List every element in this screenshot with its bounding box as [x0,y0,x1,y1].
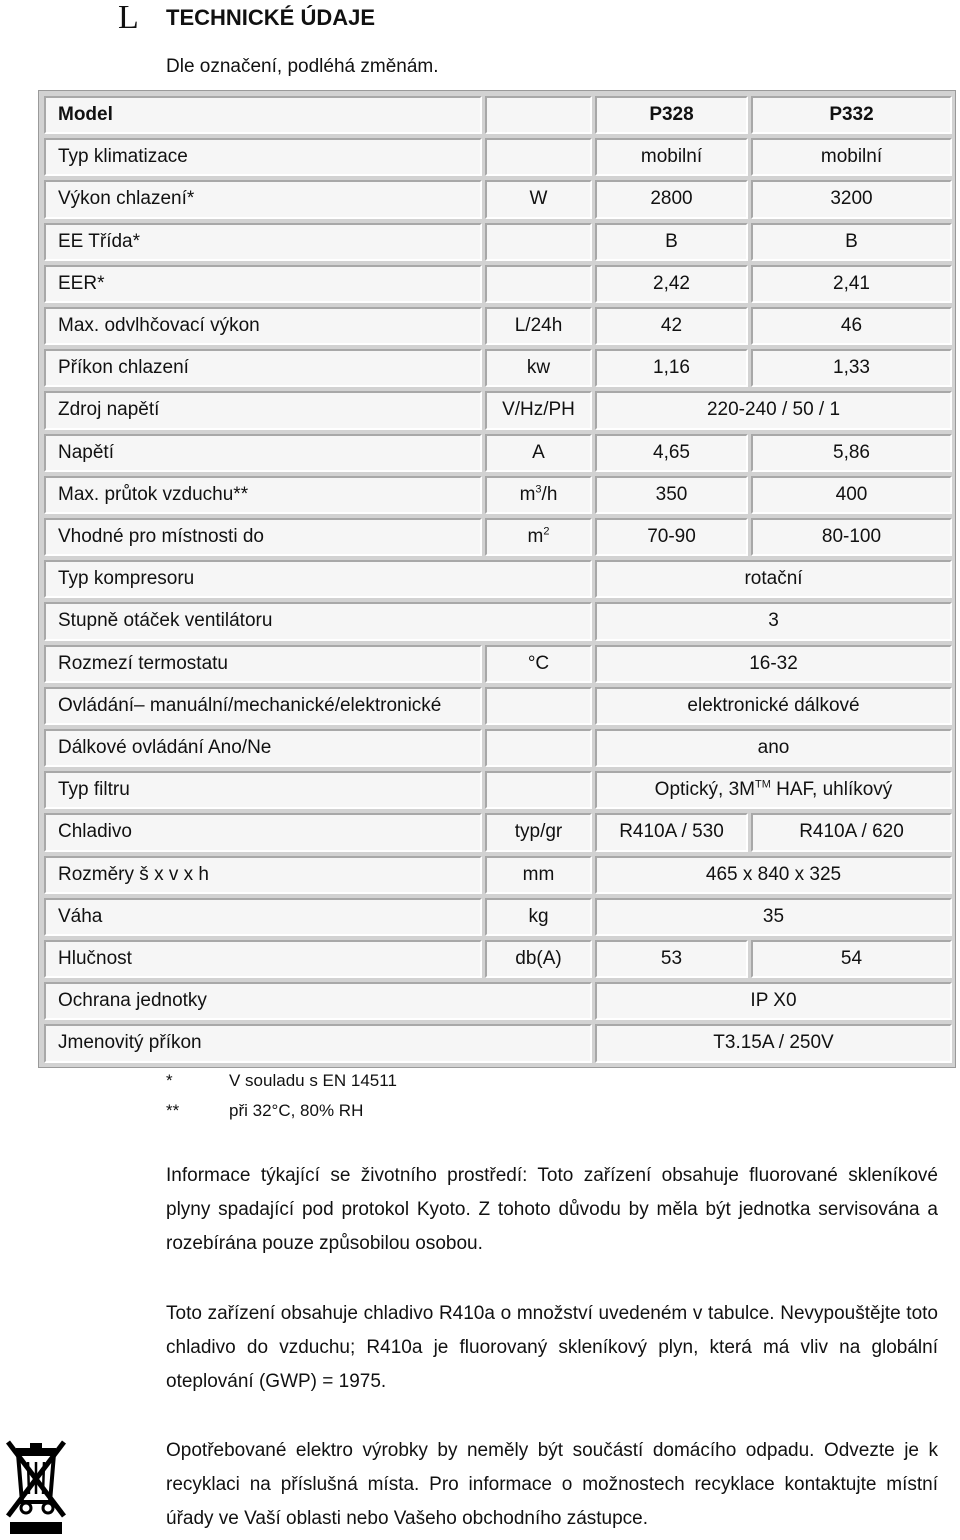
spec-label: Jmenovitý příkon [44,1024,592,1062]
spec-unit [485,223,592,261]
spec-label: Typ klimatizace [44,138,482,176]
spec-value-p332: mobilní [751,138,952,176]
spec-value: 3 [595,602,952,640]
spec-label: Max. odvlhčovací výkon [44,307,482,345]
spec-unit-text [528,526,550,548]
refrigerant-paragraph: Toto zařízení obsahuje chladivo R410a o množství uvedeném v tabulce. Nevypouštějte toto chladivo do vzduchu; R410a je fluorovaný skleníkový plyn, která má vliv na globální oteplování (GWP) = 1975. [166,1303,938,1392]
spec-label: Chladivo [44,813,482,851]
footnote-text-2: při 32°C, 80% RH [229,1101,364,1120]
spec-value: ano [595,729,952,767]
spec-label: Rozmezí termostatu [44,645,482,683]
section-letter: L [118,0,139,36]
spec-unit: db(A) [485,940,592,978]
spec-label: Zdroj napětí [44,391,482,429]
unit-exponent: 3 [535,483,542,496]
spec-unit [485,138,592,176]
spec-value-p328: 2,42 [595,265,748,303]
value-part: Optický, 3M [654,779,755,801]
spec-value-p328: B [595,223,748,261]
spec-value-p328: 2800 [595,180,748,218]
spec-unit: A [485,434,592,472]
spec-label: Dálkové ovládání Ano/Ne [44,729,482,767]
spec-label: Vhodné pro místnosti do [44,518,482,556]
unit-base: m [527,526,544,548]
spec-value: 220-240 / 50 / 1 [595,391,952,429]
spec-label: Příkon chlazení [44,349,482,387]
spec-value-p328: 70-90 [595,518,748,556]
spec-value: IP X0 [595,982,952,1020]
spec-unit [485,476,592,514]
spec-label: Stupně otáček ventilátoru [44,602,592,640]
spec-label: Váha [44,898,482,936]
spec-value-p332: B [751,223,952,261]
spec-value: rotační [595,560,952,598]
spec-value: 35 [595,898,952,936]
spec-value: 465 x 840 x 325 [595,856,952,894]
spec-value-p328: mobilní [595,138,748,176]
spec-label: Výkon chlazení* [44,180,482,218]
spec-value-p332: R410A / 620 [751,813,952,851]
spec-label: Ovládání– manuální/mechanické/elektronické [44,687,482,725]
spec-value-p328: 53 [595,940,748,978]
footnote-text-1: V souladu s EN 14511 [229,1071,397,1090]
spec-unit-text [520,484,558,506]
spec-unit: typ/gr [485,813,592,851]
spec-value-p328: 42 [595,307,748,345]
spec-unit [485,518,592,556]
spec-value-text [655,779,893,801]
spec-value-p332: 1,33 [751,349,952,387]
header-model-p328: P328 [595,96,748,134]
crossed-out-wheelie-bin-icon [4,1436,68,1536]
unit-exponent: 2 [543,525,550,538]
spec-value-p328: 350 [595,476,748,514]
spec-value-p328: R410A / 530 [595,813,748,851]
spec-value [595,771,952,809]
spec-value-p332: 2,41 [751,265,952,303]
spec-value-p332: 46 [751,307,952,345]
value-part: TM [754,778,771,791]
spec-value-p332: 80-100 [751,518,952,556]
spec-label: Typ filtru [44,771,482,809]
specifications-table [38,90,956,1068]
spec-unit: mm [485,856,592,894]
spec-unit [485,771,592,809]
spec-unit: kg [485,898,592,936]
spec-unit [485,729,592,767]
spec-unit: kw [485,349,592,387]
spec-unit: W [485,180,592,218]
spec-unit [485,687,592,725]
header-model-p332: P332 [751,96,952,134]
footnote-mark-2: ** [166,1101,180,1120]
section-subtitle: Dle označení, podléhá změnám. [166,56,439,77]
unit-base: m [519,483,536,505]
spec-label: Napětí [44,434,482,472]
spec-label: Max. průtok vzduchu** [44,476,482,514]
header-model-label: Model [44,96,482,134]
section-title: TECHNICKÉ ÚDAJE [166,5,376,30]
environment-info-paragraph: Informace týkající se životního prostředí: Toto zařízení obsahuje fluorované skleníkové plyny spadající pod protokol Kyoto. Z tohoto důvodu by měla být jednotka servisována a rozebírána pouze způsobilou osobou. [166,1165,938,1254]
value-part: HAF, uhlíkový [770,779,893,801]
spec-value: T3.15A / 250V [595,1024,952,1062]
spec-unit: V/Hz/PH [485,391,592,429]
spec-label: Typ kompresoru [44,560,592,598]
spec-value-p332: 54 [751,940,952,978]
spec-label: EER* [44,265,482,303]
spec-unit [485,265,592,303]
spec-label: Ochrana jednotky [44,982,592,1020]
unit-suffix: /h [541,483,558,505]
header-unit-cell [485,96,592,134]
spec-label: Rozměry š x v x h [44,856,482,894]
spec-label: Hlučnost [44,940,482,978]
spec-unit: °C [485,645,592,683]
spec-value-p332: 400 [751,476,952,514]
spec-value: 16-32 [595,645,952,683]
spec-value-p328: 4,65 [595,434,748,472]
footnote-mark-1: * [166,1071,173,1090]
spec-value-p332: 5,86 [751,434,952,472]
spec-value-p328: 1,16 [595,349,748,387]
recycling-paragraph: Opotřebované elektro výrobky by neměly být součástí domácího odpadu. Odvezte je k recyklaci na příslušná místa. Pro informace o možnostech recyklace kontaktujte místní úřady ve Vaší oblasti nebo Vašeho obchodního zástupce. [166,1440,938,1529]
spec-value-p332: 3200 [751,180,952,218]
spec-unit: L/24h [485,307,592,345]
spec-label: EE Třída* [44,223,482,261]
spec-value: elektronické dálkové [595,687,952,725]
